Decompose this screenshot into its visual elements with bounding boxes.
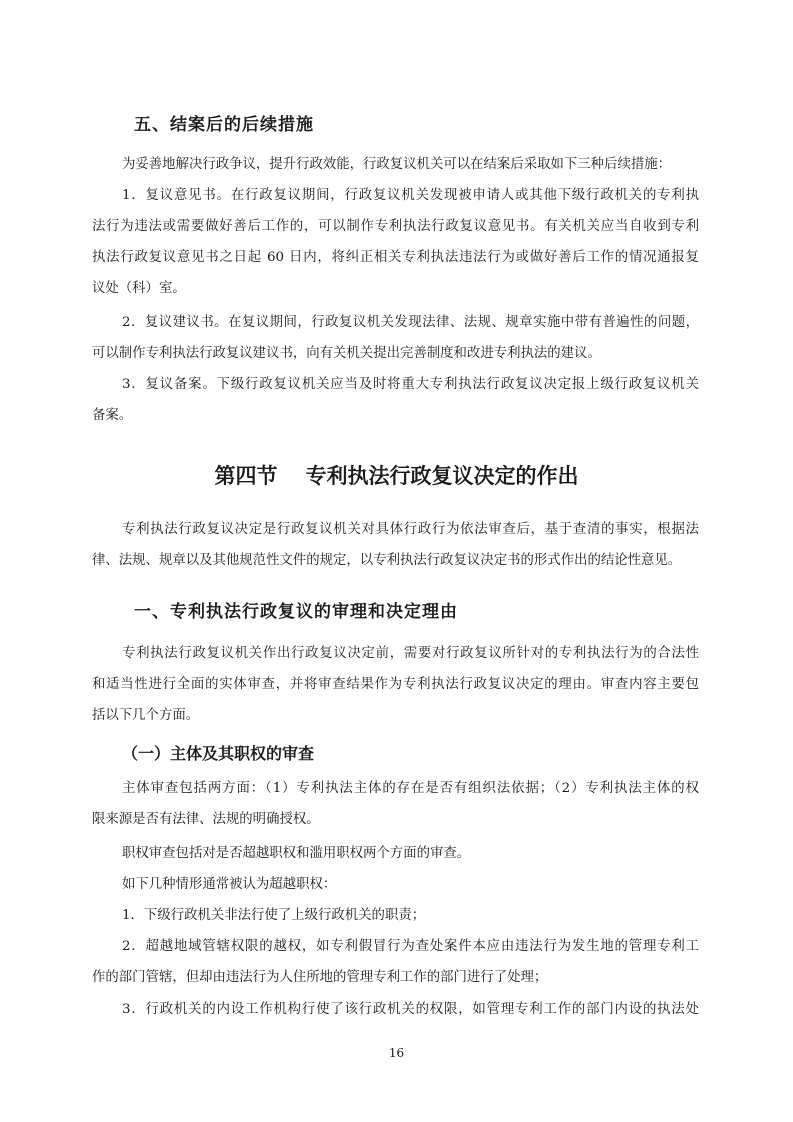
sub-subsection-heading: （一）主体及其职权的审查	[122, 744, 315, 763]
section-heading: 五、结案后的后续措施	[134, 115, 314, 135]
page-number: 16	[388, 1046, 405, 1060]
paragraph-line: 1．复议意见书。在行政复议期间，行政复议机关发现被申请人或其他下级行政机关的专利执	[122, 188, 699, 203]
paragraph-line: 为妥善地解决行政争议，提升行政效能，行政复议机关可以在结案后采取如下三种后续措施：	[122, 157, 672, 172]
paragraph-line: 3．行政机关的内设工作机构行使了该行政机关的权限，如管理专利工作的部门内设的执法处	[122, 1002, 699, 1017]
paragraph-line: 作的部门管辖，但却由违法行为人住所地的管理专利工作的部门进行了处理；	[92, 970, 548, 985]
paragraph-line: 如下几种情形通常被认为超越职权：	[122, 877, 337, 892]
paragraph-line: 括以下几个方面。	[92, 708, 200, 723]
paragraph-line: 3．复议备案。下级行政复议机关应当及时将重大专利执法行政复议决定报上级行政复议机关	[122, 377, 699, 392]
paragraph-line: 议处（科）室。	[92, 281, 186, 296]
paragraph-line: 2．超越地域管辖权限的越权，如专利假冒行为查处案件本应由违法行为发生地的管理专利工	[122, 939, 699, 954]
paragraph-line: 和适当性进行全面的实体审查，并将审查结果作为专利执法行政复议决定的理由。审查内容主要包	[92, 677, 699, 692]
chapter-section-title	[0, 460, 793, 490]
paragraph-line: 1．下级行政机关非法行使了上级行政机关的职责；	[122, 908, 426, 923]
section-title: 专利执法行政复议决定的作出	[305, 464, 579, 488]
section-number: 第四节	[214, 464, 278, 488]
paragraph-line: 主体审查包括两方面：（1）专利执法主体的存在是否有组织法依据；（2）专利执法主体的权	[122, 781, 699, 796]
paragraph-line: 专利执法行政复议决定是行政复议机关对具体行政行为依法审查后，基于查清的事实，根据法	[122, 522, 699, 537]
paragraph-line: 律、法规、规章以及其他规范性文件的规定，以专利执法行政复议决定书的形式作出的结论性意见。	[92, 553, 682, 568]
paragraph-line: 2．复议建议书。在复议期间，行政复议机关发现法律、法规、规章实施中带有普遍性的问题，	[122, 315, 699, 330]
paragraph-line: 法行为违法或需要做好善后工作的，可以制作专利执法行政复议意见书。有关机关应当自收到专利	[92, 219, 699, 234]
paragraph-line: 备案。	[92, 408, 133, 423]
paragraph-line: 专利执法行政复议机关作出行政复议决定前，需要对行政复议所针对的专利执法行为的合法性	[122, 646, 699, 661]
paragraph-line: 职权审查包括对是否超越职权和滥用职权两个方面的审查。	[122, 846, 471, 861]
paragraph-line: 执法行政复议意见书之日起 60 日内，将纠正相关专利执法违法行为或做好善后工作的情况通报复	[92, 250, 699, 265]
paragraph-line: 限来源是否有法律、法规的明确授权。	[92, 812, 320, 827]
paragraph-line: 可以制作专利执法行政复议建议书，向有关机关提出完善制度和改进专利执法的建议。	[92, 346, 601, 361]
subsection-heading: 一、专利执法行政复议的审理和决定理由	[134, 602, 458, 622]
